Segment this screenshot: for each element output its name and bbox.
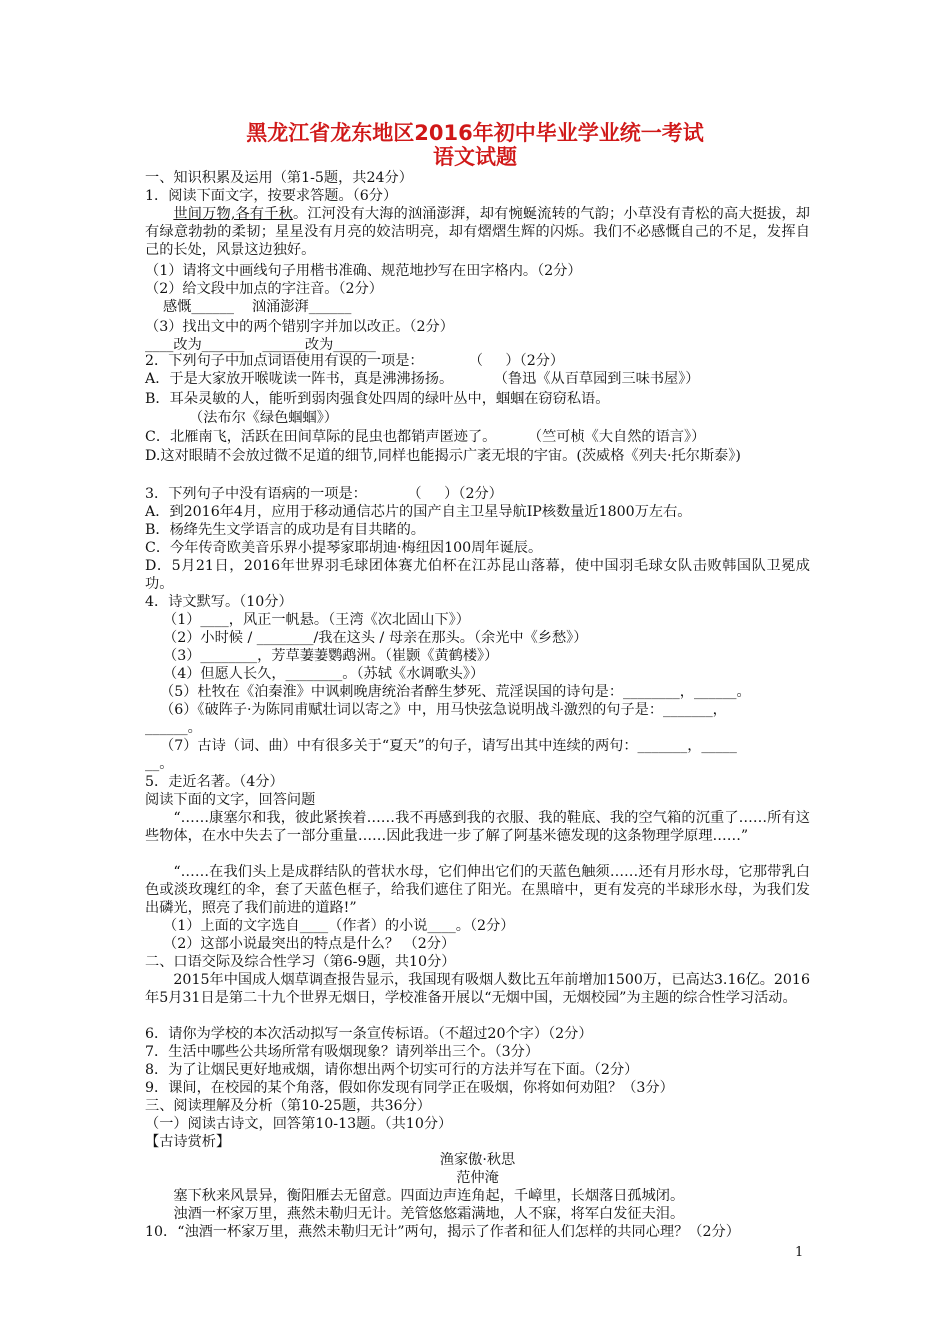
q2-option-b-source: （法布尔《绿色蝈蝈》） — [189, 410, 338, 426]
q3-option-d: D．5月21日，2016年世界羽毛球团体赛尤伯杯在江苏昆山落幕，使中国羽毛球女队击败韩国队卫冕成功。 — [145, 558, 810, 592]
q4-line-5: （5）杜牧在《泊秦淮》中讽刺晚唐统治者醉生梦死、荒淫误国的诗句是：________，______。 — [160, 684, 751, 700]
q3-option-a: A．到2016年4月，应用于移动通信芯片的国产自主卫星导航IP核数量近1800万左右。 — [145, 504, 692, 520]
q5-stem: 5．走近名著。（4分） — [145, 774, 284, 790]
q1-sub1: （1）请将文中画线句子用楷书准确、规范地抄写在田字格内。（2分） — [145, 263, 582, 279]
q2-stem: 2．下列句子中加点词语使用有误的一项是： （ ）（2分） — [145, 353, 565, 369]
q1-passage — [145, 205, 810, 259]
q5-passage-2: “……在我们头上是成群结队的菅状水母，它们伸出它们的天蓝色触须……还有月形水母，它那带乳白色或淡玫瑰红的伞，套了天蓝色框子，给我们遮住了阳光。在黑暗中，更有发亮的半球形水母，为我们发出磷光，照亮了我们前进的道路!” — [145, 864, 810, 916]
q1-sub3-blanks: ____改为______ ______改为______ — [145, 337, 376, 353]
q4-line-3: （3）________，芳草萋萋鹦鹉洲。（崔颢《黄鹤楼》） — [163, 648, 499, 664]
q4-line-7-continued: __。 — [145, 756, 174, 772]
q7: 7．生活中哪些公共场所常有吸烟现象？请列举出三个。（3分） — [145, 1044, 540, 1060]
q2-option-c: C．北雁南飞，活跃在田间草际的昆虫也都销声匿迹了。 （竺可桢《大自然的语言》） — [145, 429, 706, 445]
q4-line-7: （7）古诗（词、曲）中有很多关于“夏天”的句子，请写出其中连续的两句：_______，_____ — [160, 738, 737, 754]
page-subtitle: 语文试题 — [433, 145, 517, 169]
q5-passage-1: “……康塞尔和我，彼此紧挨着……我不再感到我的衣服、我的鞋底、我的空气箱的沉重了……所有这些物体，在水中失去了一部分重量……因此我进一步了解了阿基米德发现的这条物理学原理……” — [145, 810, 810, 844]
q2-option-a: A．于是大家放开喉咙读一阵书，真是沸沸扬扬。 （鲁迅《从百草园到三味书屋》） — [145, 371, 700, 387]
poem-line-1: 塞下秋来风景异，衡阳雁去无留意。四面边声连角起，千嶂里，长烟落日孤城闭。 — [173, 1188, 685, 1204]
q3-option-c: C．今年传奇欧美音乐界小提琴家耶胡迪·梅纽因100周年诞辰。 — [145, 540, 543, 556]
q1-underlined-sentence: 世间万物,各有千秋 — [173, 206, 294, 222]
q3-stem: 3．下列句子中没有语病的一项是： （ ）（2分） — [145, 486, 503, 502]
q4-stem: 4．诗文默写。（10分） — [145, 594, 293, 610]
q6: 6．请你为学校的本次活动拟写一条宣传标语。（不超过20个字）（2分） — [145, 1026, 593, 1042]
q1-sub2-blanks: 感慨______ 汹涌澎湃______ — [163, 299, 352, 315]
q4-line-4: （4）但愿人长久，________。（苏轼《水调歌头》） — [163, 666, 485, 682]
q1-stem: 1．阅读下面文字，按要求答题。（6分） — [145, 188, 398, 204]
poem-section-label: 【古诗赏析】 — [145, 1134, 231, 1150]
section-2-heading: 二、口语交际及综合性学习（第6-9题，共10分） — [145, 954, 456, 970]
section-1-heading: 一、知识积累及运用（第1-5题，共24分） — [145, 170, 413, 186]
q4-line-6-continued: ______。 — [145, 720, 202, 736]
q5-sub2: （2）这部小说最突出的特点是什么？ （2分） — [163, 936, 456, 952]
q4-line-6: （6）《破阵子·为陈同甫赋壮词以寄之》中，用马快弦急说明战斗激烈的句子是：_______， — [160, 702, 727, 718]
q2-option-d: D.这对眼睛不会放过微不足道的细节,同样也能揭示广袤无垠的宇宙。(茨威格《列夫·托尔斯泰》) — [145, 448, 741, 464]
q1-sub3: （3）找出文中的两个错别字并加以改正。（2分） — [145, 319, 454, 335]
section-2-intro: 2015年中国成人烟草调查报告显示，我国现有吸烟人数比五年前增加1500万，已高达3.16亿。2016年5月31日是第二十九个世界无烟日，学校准备开展以“无烟中国，无烟校园”为主题的综合性学习活动。 — [145, 972, 810, 1006]
q1-sub2: （2）给文段中加点的字注音。（2分） — [145, 281, 383, 297]
poem-author: 范仲淹 — [456, 1170, 499, 1186]
q1-passage-text: 。江河没有大海的汹涌澎湃，却有惋蜒流转的气韵；小草没有青松的高大挺拔，却有绿意勃勃的柔韧；星星没有月亮的姣洁明亮，却有熠熠生辉的闪烁。我们不必感慨自己的不足，发挥自己的长处，风景这边独好。 — [145, 206, 810, 258]
q2-option-b: B．耳朵灵敏的人，能听到弱肉强食处四周的绿叶丛中，蝈蝈在窃窃私语。 — [145, 391, 610, 407]
q4-line-1: （1）____，风正一帆悬。（王湾《次北固山下》） — [163, 612, 470, 628]
q4-line-2: （2）小时候 / ________/我在这头 / 母亲在那头。（余光中《乡愁》） — [163, 630, 588, 646]
q10: 10．“浊酒一杯家万里，燕然未勒归无计”两句，揭示了作者和征人们怎样的共同心理？（2分） — [145, 1224, 740, 1240]
page-title: 黑龙江省龙东地区2016年初中毕业学业统一考试 — [246, 121, 704, 145]
q9: 9．课间，在校园的某个角落，假如你发现有同学正在吸烟，你将如何劝阻？（3分） — [145, 1080, 674, 1096]
poem-title: 渔家傲·秋思 — [439, 1152, 516, 1168]
subsection-1-heading: （一）阅读古诗文，回答第10-13题。（共10分） — [145, 1116, 453, 1132]
q3-option-b: B．杨绛先生文学语言的成功是有目共睹的。 — [145, 522, 425, 538]
q8: 8．为了让烟民更好地戒烟，请你想出两个切实可行的方法并写在下面。（2分） — [145, 1062, 639, 1078]
page-number: 1 — [795, 1245, 804, 1260]
poem-line-2: 浊酒一杯家万里，燕然未勒归无计。羌管悠悠霜满地，人不寐，将军白发征夫泪。 — [173, 1206, 685, 1222]
section-3-heading: 三、阅读理解及分析（第10-25题，共36分） — [145, 1098, 431, 1114]
q5-sub1: （1）上面的文字选自____（作者）的小说____。（2分） — [163, 918, 515, 934]
q5-intro: 阅读下面的文字，回答问题 — [145, 792, 316, 808]
